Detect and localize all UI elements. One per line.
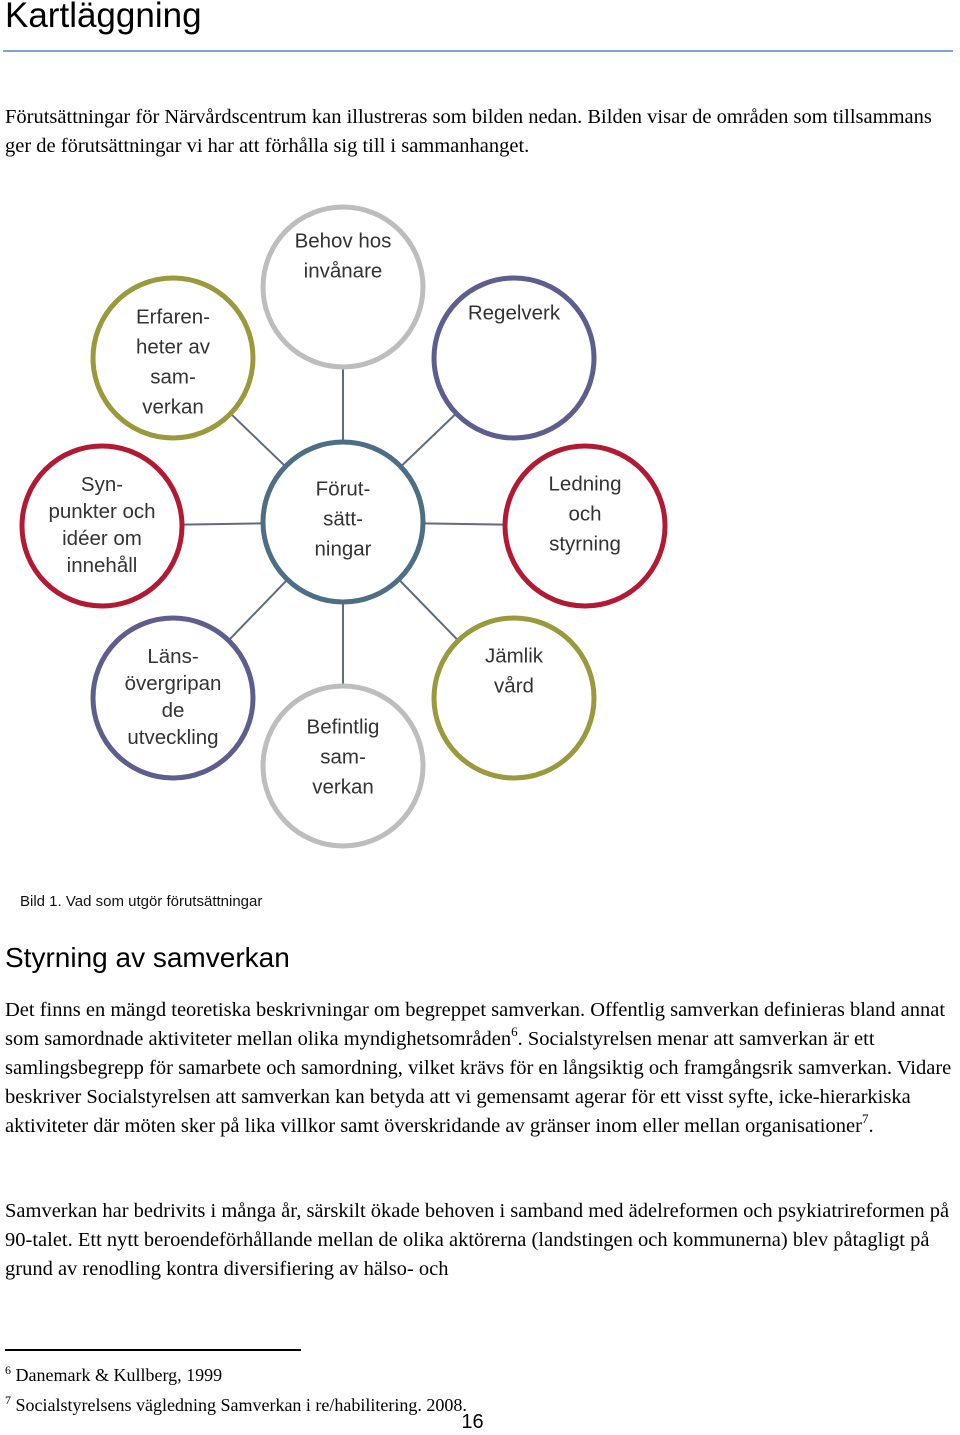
heading-rule <box>3 50 953 52</box>
node-erfarenheter-label: verkan <box>142 395 204 419</box>
footnote-separator <box>5 1349 301 1351</box>
footnotes <box>5 1358 467 1418</box>
footnote-item <box>5 1358 467 1388</box>
node-behov <box>263 207 423 367</box>
node-center-label: sätt- <box>323 507 363 531</box>
node-ledning-circle <box>505 446 665 606</box>
node-regelverk-label: Regelverk <box>467 301 561 325</box>
node-lans <box>93 618 253 778</box>
footnote-text: Socialstyrelsens vägledning Samverkan i re/habilitering. 2008. <box>15 1395 467 1415</box>
paragraph-text: . <box>868 1115 874 1137</box>
node-synpunkter-label: Syn- <box>80 472 124 496</box>
node-synpunkter-label: idéer om <box>62 526 142 550</box>
paragraph-text: Det finns en mängd teoretiska beskrivningar om begreppet samverkan. Offentlig samverkan definieras bland annat som samordnade aktiviteter mellan olika myndighetsområden <box>5 999 946 1050</box>
node-regelverk <box>434 278 594 438</box>
node-ledning-label: Ledning <box>548 472 622 496</box>
node-behov-label: Behov hos <box>294 229 392 253</box>
node-jamlik-circle <box>434 618 594 778</box>
node-center <box>263 442 423 602</box>
footnote-ref: 7 <box>861 1111 869 1126</box>
node-jamlik-label: Jämlik <box>484 644 544 668</box>
footnote-text: Danemark & Kullberg, 1999 <box>15 1365 223 1385</box>
diagram-nodes <box>22 207 665 846</box>
paragraph-history: Samverkan har bedrivits i många år, särskilt ökade behoven i samband med ädelreformen och psykiatrireformen på 90-talet. Ett nytt beroendeförhållande mellan de olika aktörerna (landstingen och kommunerna) blev påtagligt på grund av renodling kontra diversifiering av hälso- och <box>5 1200 950 1280</box>
node-synpunkter <box>22 446 182 606</box>
paragraph-definitions <box>5 996 955 1141</box>
node-ledning-label: styrning <box>549 532 621 556</box>
node-befintlig <box>263 686 423 846</box>
connector-synpunkter <box>182 523 263 524</box>
node-lans-label: övergripan <box>124 671 222 695</box>
footnote-number: 6 <box>5 1363 11 1377</box>
node-center-label: ningar <box>314 537 372 561</box>
node-ledning <box>505 446 665 606</box>
footnote-ref: 6 <box>511 1024 518 1039</box>
connector-erfarenheter <box>231 414 286 467</box>
node-synpunkter-label: innehåll <box>66 553 138 577</box>
page-heading: Kartläggning <box>5 0 202 35</box>
node-lans-label: utveckling <box>127 725 219 749</box>
node-synpunkter-label: punkter och <box>48 499 156 523</box>
intro-paragraph: Förutsättningar för Närvårdscentrum kan illustreras som bilden nedan. Bilden visar de områden som tillsammans ger de förutsättningar vi har att förhålla sig till i sammanhanget. <box>5 106 932 157</box>
node-jamlik-label: vård <box>494 674 534 698</box>
page-number: 16 <box>461 1411 484 1433</box>
footnote-number: 7 <box>5 1393 11 1407</box>
connector-regelverk <box>401 413 457 466</box>
figure-caption: Bild 1. Vad som utgör förutsättningar <box>20 893 263 910</box>
node-lans-label: Läns- <box>147 644 199 668</box>
connector-jamlik <box>399 579 459 640</box>
node-erfarenheter-label: Erfaren- <box>135 305 211 329</box>
node-erfarenheter-label: heter av <box>135 335 211 359</box>
node-jamlik <box>434 618 594 778</box>
connector-lans <box>229 580 288 641</box>
node-befintlig-label: verkan <box>312 775 374 799</box>
prerequisites-diagram <box>0 195 960 885</box>
node-erfarenheter <box>93 278 253 438</box>
section-heading: Styrning av samverkan <box>5 942 290 973</box>
connector-ledning <box>423 523 505 524</box>
paragraph-text: . Socialstyrelsen menar att samverkan är ett samlingsbegrepp för samarbete och samordning, vilket krävs för en långsiktig och framgångsrik samverkan. Vidare beskriver Socialstyrelsen att samverkan kan betyda att vi gemensamt agerar för ett visst syfte, icke-hierarkiska aktiviteter där möten sker på lika villkor samt överskridande av gränser inom eller mellan organisationer <box>5 1028 952 1137</box>
node-erfarenheter-label: sam- <box>150 365 196 389</box>
node-ledning-label: och <box>568 502 602 526</box>
node-befintlig-label: sam- <box>320 745 366 769</box>
node-lans-label: de <box>161 698 185 722</box>
node-behov-label: invånare <box>303 259 383 283</box>
node-befintlig-label: Befintlig <box>306 715 380 739</box>
node-center-label: Förut- <box>315 477 371 501</box>
